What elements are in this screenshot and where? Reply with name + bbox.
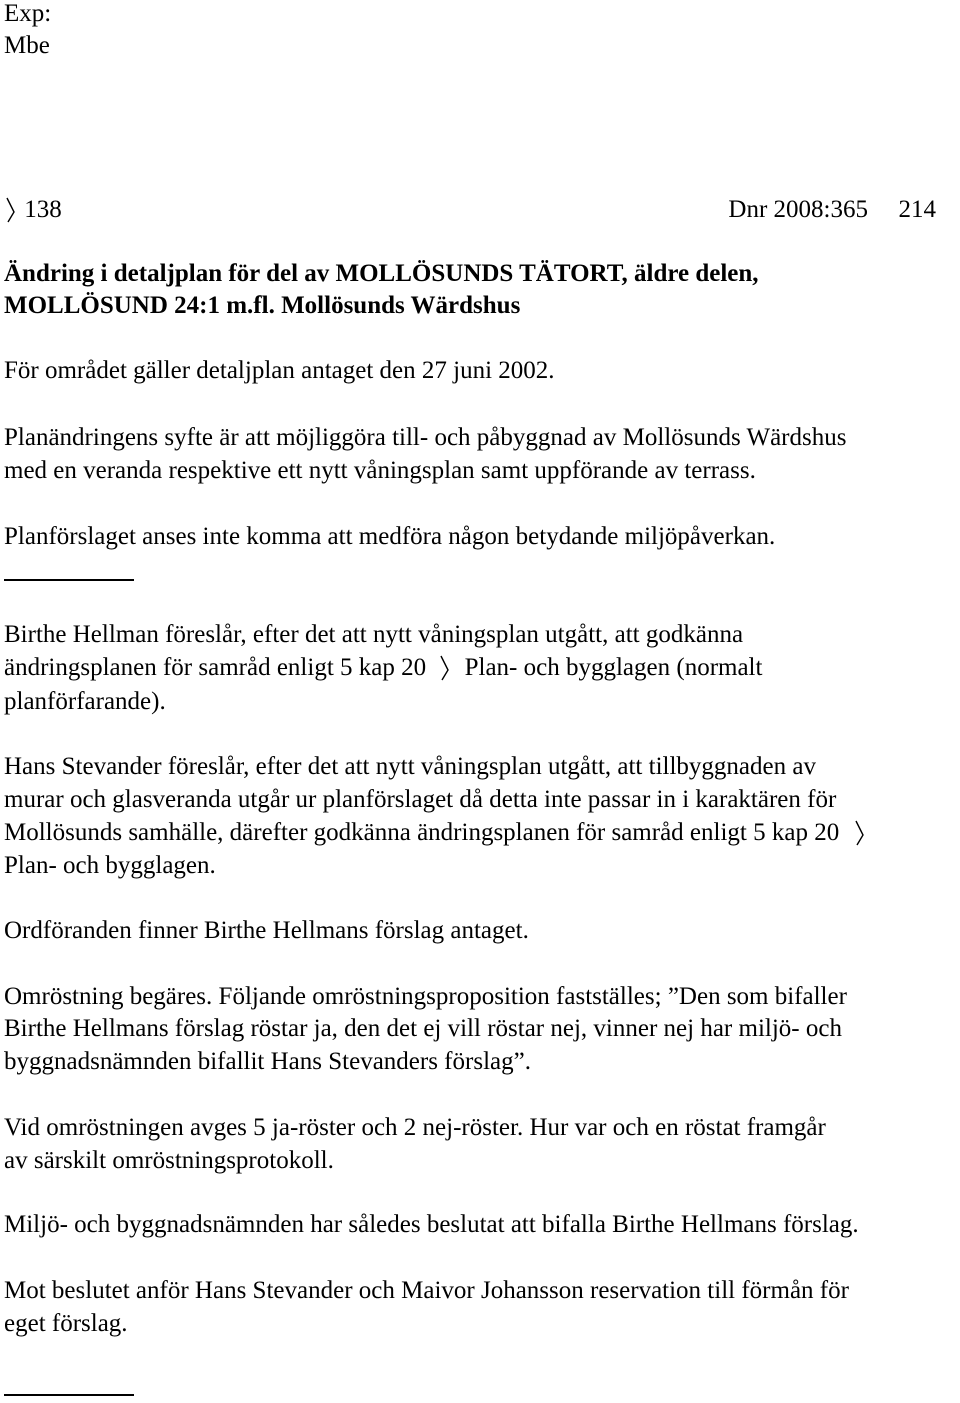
paragraph-4-line-2a: ändringsplanen för samråd enligt 5 kap 20	[4, 654, 427, 681]
paragraph-7-line-2: Birthe Hellmans förslag röstar ja, den det ej vill röstar nej, vinner nej har miljö- och	[4, 1015, 842, 1042]
paragraph-1: För området gäller detaljplan antaget den 27 juni 2002.	[4, 357, 555, 384]
paragraph-5-line-4: Plan- och bygglagen.	[4, 852, 216, 879]
paragraph-4-line-2b: Plan- och bygglagen (normalt	[464, 654, 763, 681]
paragraph-10-line-2: eget förslag.	[4, 1310, 128, 1337]
paragraph-5-line-3-text: Mollösunds samhälle, därefter godkänna ändringsplanen för samråd enligt 5 kap 20	[4, 819, 840, 846]
paragraph-8-line-1: Vid omröstningen avges 5 ja-röster och 2 nej-röster. Hur var och en röstat framgår	[4, 1114, 826, 1141]
paragraph-2-line-1: Planändringens syfte är att möjliggöra till- och påbyggnad av Mollösunds Wärdshus	[4, 424, 847, 451]
divider-bottom	[4, 1394, 134, 1396]
paragraph-2-line-2: med en veranda respektive ett nytt våningsplan samt uppförande av terrass.	[4, 457, 756, 484]
paragraph-10-line-1: Mot beslutet anför Hans Stevander och Maivor Johansson reservation till förmån för	[4, 1277, 849, 1304]
paragraph-9: Miljö- och byggnadsnämnden har således beslutat att bifalla Birthe Hellmans förslag.	[4, 1211, 859, 1238]
header-mbe: Mbe	[4, 32, 50, 59]
paragraph-4-line-2	[4, 652, 762, 684]
paragraph-4-line-1: Birthe Hellman föreslår, efter det att nytt våningsplan utgått, att godkänna	[4, 621, 744, 648]
paragraph-4-line-3: planförfarande).	[4, 688, 166, 715]
title-line-1: Ändring i detaljplan för del av MOLLÖSUNDS TÄTORT, äldre delen,	[4, 260, 759, 287]
paragraph-5-line-1: Hans Stevander föreslår, efter det att nytt våningsplan utgått, att tillbyggnaden av	[4, 753, 816, 780]
paragraph-7-line-3: byggnadsnämnden bifallit Hans Stevanders förslag”.	[4, 1048, 531, 1075]
paragraph-8-line-2: av särskilt omröstningsprotokoll.	[4, 1147, 334, 1174]
case-reference	[728, 194, 936, 226]
paragraph-5-line-3	[4, 817, 867, 849]
section-sign-icon	[438, 652, 452, 684]
section-sign-icon	[853, 817, 867, 849]
section-sign-icon	[4, 194, 18, 226]
paragraph-3: Planförslaget anses inte komma att medföra någon betydande miljöpåverkan.	[4, 523, 776, 550]
dnr-number: Dnr 2008:365	[728, 196, 868, 223]
paragraph-6: Ordföranden finner Birthe Hellmans förslag antaget.	[4, 917, 529, 944]
header-exp: Exp:	[4, 0, 52, 27]
paragraph-heading	[4, 194, 62, 226]
paragraph-number: 138	[24, 196, 62, 223]
divider-top	[4, 579, 134, 581]
paragraph-5-line-2: murar och glasveranda utgår ur planförslaget då detta inte passar in i karaktären för	[4, 786, 837, 813]
paragraph-7-line-1: Omröstning begäres. Följande omröstningsproposition fastställes; ”Den som bifaller	[4, 983, 847, 1010]
page-reference: 214	[898, 196, 936, 223]
title-line-2: MOLLÖSUND 24:1 m.fl. Mollösunds Wärdshus	[4, 292, 521, 319]
